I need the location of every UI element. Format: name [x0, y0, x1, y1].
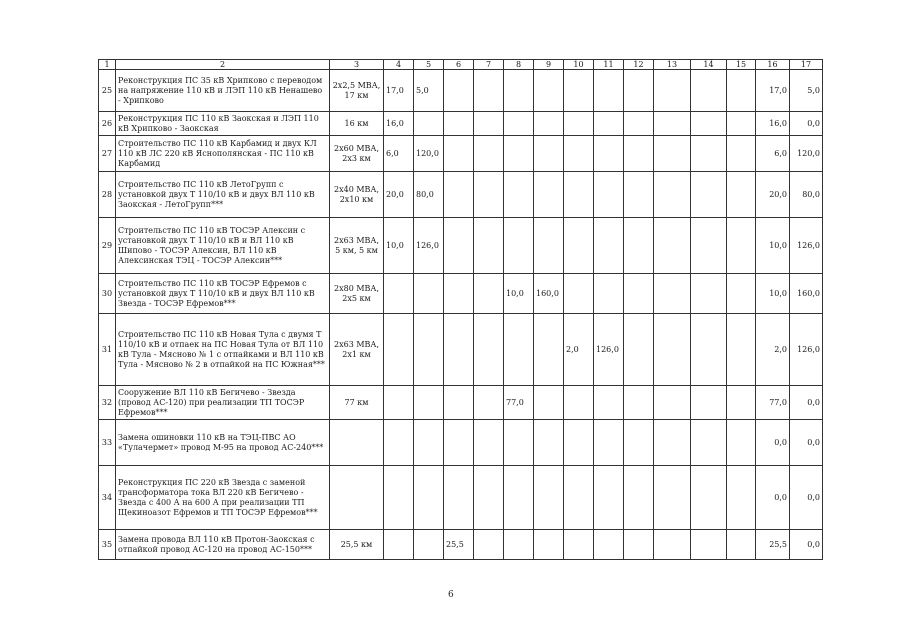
- capacity: 2х63 МВА, 2х1 км: [330, 314, 384, 386]
- object-name: Замена провода ВЛ 110 кВ Протон-Заокская с отпайкой провод АС-120 на провод АС-150***: [116, 530, 330, 560]
- col-header: 14: [691, 60, 727, 70]
- row-number: 27: [99, 136, 116, 172]
- col-16: 77,0: [756, 386, 790, 420]
- object-name: Замена ошиновки 110 кВ на ТЭЦ-ПВС АО «Тулачермет» провод М-95 на провод АС-240***: [116, 420, 330, 466]
- col-7: [474, 274, 504, 314]
- row-number: 29: [99, 218, 116, 274]
- col-13: [654, 530, 691, 560]
- object-name: Строительство ПС 110 кВ Новая Тула с двумя Т 110/10 кВ и отпаек на ПС Новая Тула от ВЛ 110 кВ Тула - Мясново № 1 с отпайками и ВЛ 110 кВ Тула - Мясново № 2 в отпайкой на ПС Южная***: [116, 314, 330, 386]
- col-11: [594, 218, 624, 274]
- col-9: [534, 218, 564, 274]
- col-9: [534, 386, 564, 420]
- col-9: 160,0: [534, 274, 564, 314]
- col-17: 120,0: [790, 136, 823, 172]
- col-9: [534, 420, 564, 466]
- object-name: Реконструкция ПС 35 кВ Хрипково с переводом на напряжение 110 кВ и ЛЭП 110 кВ Ненашево - Хрипково: [116, 70, 330, 112]
- col-17: 0,0: [790, 466, 823, 530]
- col-8: [504, 70, 534, 112]
- capacity: 2х40 МВА, 2х10 км: [330, 172, 384, 218]
- row-number: 26: [99, 112, 116, 136]
- col-7: [474, 530, 504, 560]
- col-5: 126,0: [414, 218, 444, 274]
- col-6: [444, 420, 474, 466]
- col-4: [384, 274, 414, 314]
- col-13: [654, 420, 691, 466]
- table-row: [99, 274, 823, 314]
- col-12: [624, 70, 654, 112]
- col-14: [691, 530, 727, 560]
- col-16: 16,0: [756, 112, 790, 136]
- col-4: [384, 314, 414, 386]
- col-header: 1: [99, 60, 116, 70]
- col-14: [691, 274, 727, 314]
- capacity: 2х80 МВА, 2х5 км: [330, 274, 384, 314]
- col-7: [474, 112, 504, 136]
- col-14: [691, 386, 727, 420]
- col-9: [534, 466, 564, 530]
- capacity: 2х2,5 МВА, 17 км: [330, 70, 384, 112]
- col-17: 0,0: [790, 386, 823, 420]
- col-7: [474, 386, 504, 420]
- col-8: [504, 530, 534, 560]
- row-number: 31: [99, 314, 116, 386]
- col-6: [444, 386, 474, 420]
- capacity: 2х63 МВА, 5 км, 5 км: [330, 218, 384, 274]
- col-17: 0,0: [790, 420, 823, 466]
- col-14: [691, 218, 727, 274]
- row-number: 35: [99, 530, 116, 560]
- col-header: 11: [594, 60, 624, 70]
- col-6: [444, 274, 474, 314]
- col-9: [534, 112, 564, 136]
- col-header: 10: [564, 60, 594, 70]
- col-13: [654, 136, 691, 172]
- col-10: [564, 172, 594, 218]
- col-10: 2,0: [564, 314, 594, 386]
- col-13: [654, 218, 691, 274]
- col-13: [654, 172, 691, 218]
- col-11: [594, 466, 624, 530]
- col-header: 17: [790, 60, 823, 70]
- col-4: 16,0: [384, 112, 414, 136]
- col-13: [654, 466, 691, 530]
- col-15: [727, 112, 756, 136]
- table-row: [99, 172, 823, 218]
- col-4: 6,0: [384, 136, 414, 172]
- col-5: [414, 274, 444, 314]
- col-4: [384, 386, 414, 420]
- table-row: [99, 70, 823, 112]
- header-row: [99, 60, 823, 70]
- col-12: [624, 420, 654, 466]
- col-14: [691, 314, 727, 386]
- object-name: Строительство ПС 110 кВ Карбамид и двух КЛ 110 кВ ЛС 220 кВ Яснополянская - ПС 110 кВ Карбамид: [116, 136, 330, 172]
- col-12: [624, 274, 654, 314]
- table-row: [99, 386, 823, 420]
- col-5: 5,0: [414, 70, 444, 112]
- col-8: [504, 172, 534, 218]
- col-12: [624, 314, 654, 386]
- col-11: [594, 420, 624, 466]
- col-6: [444, 136, 474, 172]
- col-5: 80,0: [414, 172, 444, 218]
- col-15: [727, 420, 756, 466]
- col-9: [534, 530, 564, 560]
- object-name: Строительство ПС 110 кВ ТОСЭР Ефремов с установкой двух Т 110/10 кВ и двух ВЛ 110 кВ Звезда - ТОСЭР Ефремов***: [116, 274, 330, 314]
- col-8: [504, 466, 534, 530]
- col-4: 10,0: [384, 218, 414, 274]
- col-9: [534, 314, 564, 386]
- object-name: Реконструкция ПС 110 кВ Заокская и ЛЭП 110 кВ Хрипково - Заокская: [116, 112, 330, 136]
- col-13: [654, 70, 691, 112]
- capacity: 77 км: [330, 386, 384, 420]
- col-17: 0,0: [790, 530, 823, 560]
- col-10: [564, 530, 594, 560]
- col-7: [474, 136, 504, 172]
- col-5: [414, 530, 444, 560]
- col-12: [624, 218, 654, 274]
- col-14: [691, 112, 727, 136]
- col-5: [414, 112, 444, 136]
- col-16: 25,5: [756, 530, 790, 560]
- col-10: [564, 218, 594, 274]
- col-11: [594, 136, 624, 172]
- col-10: [564, 112, 594, 136]
- row-number: 28: [99, 172, 116, 218]
- col-11: [594, 386, 624, 420]
- capacity: [330, 466, 384, 530]
- col-11: [594, 172, 624, 218]
- col-12: [624, 136, 654, 172]
- col-7: [474, 70, 504, 112]
- col-15: [727, 386, 756, 420]
- col-16: 2,0: [756, 314, 790, 386]
- col-11: [594, 112, 624, 136]
- col-9: [534, 136, 564, 172]
- col-16: 0,0: [756, 420, 790, 466]
- col-10: [564, 420, 594, 466]
- investment-table: [98, 59, 823, 560]
- row-number: 32: [99, 386, 116, 420]
- row-number: 25: [99, 70, 116, 112]
- col-header: 4: [384, 60, 414, 70]
- col-header: 13: [654, 60, 691, 70]
- col-4: 17,0: [384, 70, 414, 112]
- col-7: [474, 172, 504, 218]
- col-8: [504, 420, 534, 466]
- col-17: 80,0: [790, 172, 823, 218]
- table-row: [99, 112, 823, 136]
- col-11: [594, 70, 624, 112]
- col-12: [624, 172, 654, 218]
- col-header: 9: [534, 60, 564, 70]
- object-name: Строительство ПС 110 кВ ЛетоГрупп с установкой двух Т 110/10 кВ и двух ВЛ 110 кВ Заокская - ЛетоГрупп***: [116, 172, 330, 218]
- col-header: 16: [756, 60, 790, 70]
- table-row: [99, 466, 823, 530]
- row-number: 33: [99, 420, 116, 466]
- table-row: [99, 218, 823, 274]
- col-5: [414, 314, 444, 386]
- object-name: Реконструкция ПС 220 кВ Звезда с заменой трансформатора тока ВЛ 220 кВ Бегичево - Звезда с 400 А на 600 А при реализации ТП Щекиноазот Ефремов и ТП ТОСЭР Ефремов***: [116, 466, 330, 530]
- col-9: [534, 172, 564, 218]
- col-15: [727, 314, 756, 386]
- col-11: [594, 530, 624, 560]
- col-8: [504, 314, 534, 386]
- col-12: [624, 530, 654, 560]
- col-6: [444, 172, 474, 218]
- col-15: [727, 530, 756, 560]
- col-14: [691, 70, 727, 112]
- col-14: [691, 466, 727, 530]
- col-12: [624, 386, 654, 420]
- col-11: 126,0: [594, 314, 624, 386]
- col-17: 160,0: [790, 274, 823, 314]
- col-6: [444, 218, 474, 274]
- page-number: 6: [448, 590, 454, 600]
- col-6: 25,5: [444, 530, 474, 560]
- row-number: 30: [99, 274, 116, 314]
- col-6: [444, 314, 474, 386]
- col-4: [384, 420, 414, 466]
- col-10: [564, 136, 594, 172]
- col-header: 8: [504, 60, 534, 70]
- table-row: [99, 420, 823, 466]
- col-13: [654, 274, 691, 314]
- col-7: [474, 420, 504, 466]
- table-row: [99, 314, 823, 386]
- col-4: [384, 530, 414, 560]
- col-16: 10,0: [756, 274, 790, 314]
- table-row: [99, 530, 823, 560]
- table-row: [99, 136, 823, 172]
- col-5: [414, 420, 444, 466]
- col-15: [727, 274, 756, 314]
- col-header: 5: [414, 60, 444, 70]
- col-header: 12: [624, 60, 654, 70]
- capacity: 16 км: [330, 112, 384, 136]
- col-14: [691, 136, 727, 172]
- col-7: [474, 466, 504, 530]
- capacity: 25,5 км: [330, 530, 384, 560]
- col-6: [444, 70, 474, 112]
- col-5: [414, 386, 444, 420]
- col-9: [534, 70, 564, 112]
- col-16: 10,0: [756, 218, 790, 274]
- col-header: 15: [727, 60, 756, 70]
- col-14: [691, 420, 727, 466]
- col-16: 20,0: [756, 172, 790, 218]
- col-header: 3: [330, 60, 384, 70]
- col-13: [654, 314, 691, 386]
- capacity: [330, 420, 384, 466]
- col-13: [654, 386, 691, 420]
- col-header: 6: [444, 60, 474, 70]
- col-15: [727, 172, 756, 218]
- col-4: 20,0: [384, 172, 414, 218]
- col-17: 126,0: [790, 218, 823, 274]
- col-15: [727, 70, 756, 112]
- col-13: [654, 112, 691, 136]
- col-8: [504, 136, 534, 172]
- col-17: 0,0: [790, 112, 823, 136]
- col-7: [474, 218, 504, 274]
- col-5: 120,0: [414, 136, 444, 172]
- col-16: 0,0: [756, 466, 790, 530]
- col-7: [474, 314, 504, 386]
- col-12: [624, 112, 654, 136]
- col-15: [727, 218, 756, 274]
- col-16: 6,0: [756, 136, 790, 172]
- col-16: 17,0: [756, 70, 790, 112]
- col-17: 5,0: [790, 70, 823, 112]
- row-number: 34: [99, 466, 116, 530]
- col-6: [444, 466, 474, 530]
- col-4: [384, 466, 414, 530]
- capacity: 2х60 МВА, 2х3 км: [330, 136, 384, 172]
- col-15: [727, 466, 756, 530]
- col-8: 10,0: [504, 274, 534, 314]
- col-10: [564, 386, 594, 420]
- col-8: [504, 218, 534, 274]
- col-8: [504, 112, 534, 136]
- col-header: 2: [116, 60, 330, 70]
- col-15: [727, 136, 756, 172]
- col-5: [414, 466, 444, 530]
- object-name: Сооружение ВЛ 110 кВ Бегичево - Звезда (провод АС-120) при реализации ТП ТОСЭР Ефремов***: [116, 386, 330, 420]
- col-6: [444, 112, 474, 136]
- col-header: 7: [474, 60, 504, 70]
- col-10: [564, 70, 594, 112]
- col-10: [564, 466, 594, 530]
- col-11: [594, 274, 624, 314]
- col-10: [564, 274, 594, 314]
- col-8: 77,0: [504, 386, 534, 420]
- col-17: 126,0: [790, 314, 823, 386]
- col-14: [691, 172, 727, 218]
- col-12: [624, 466, 654, 530]
- object-name: Строительство ПС 110 кВ ТОСЭР Алексин с установкой двух Т 110/10 кВ и ВЛ 110 кВ Шипово - ТОСЭР Алексин, ВЛ 110 кВ Алексинская ТЭЦ - ТОСЭР Алексин***: [116, 218, 330, 274]
